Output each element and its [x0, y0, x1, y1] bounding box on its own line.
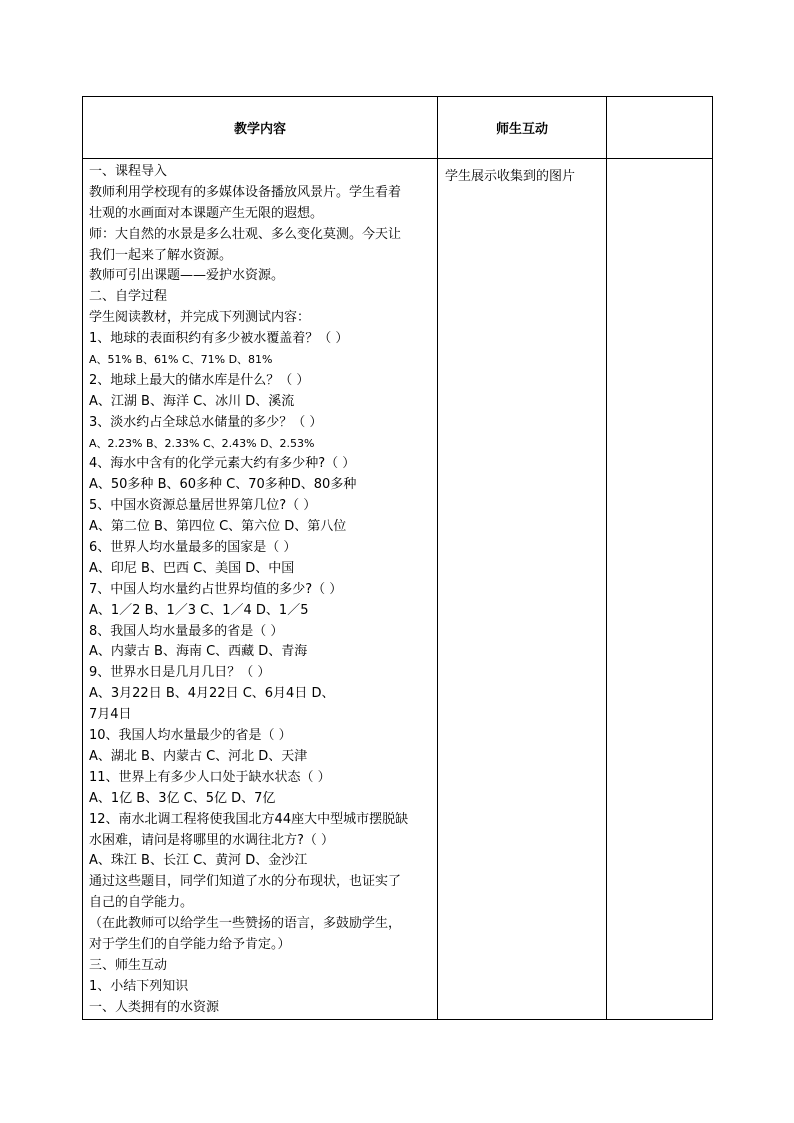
content-line: 2、地球上最大的储水库是什么？（ ）: [89, 372, 310, 388]
content-line: 12、南水北调工程将使我国北方44座大中型城市摆脱缺: [89, 811, 409, 827]
content-line: 一、人类拥有的水资源: [89, 999, 220, 1015]
content-line: 我们一起来了解水资源。: [89, 247, 233, 263]
content-line: 9、世界水日是几月几日？（ ）: [89, 665, 271, 681]
content-line: 师：大自然的水景是多么壮观、多么变化莫测。今天让: [89, 226, 402, 242]
content-line: A、印尼 B、巴西 C、美国 D、中国: [89, 560, 295, 576]
content-line: A、1／2 B、1／3 C、1／4 D、1／5: [89, 602, 309, 618]
content-line: A、3月22日 B、4月22日 C、6月4日 D、: [89, 686, 335, 702]
content-line: 8、我国人均水量最多的省是（ ）: [89, 623, 284, 639]
table-header-row: [83, 97, 713, 159]
content-line: 7月4日: [89, 707, 132, 723]
teaching-content-cell: [83, 159, 438, 1020]
content-line: A、湖北 B、内蒙古 C、河北 D、天津: [89, 748, 308, 764]
content-line: A、第二位 B、第四位 C、第六位 D、第八位: [89, 519, 347, 535]
content-line: 二、自学过程: [89, 289, 168, 305]
content-line: 水困难，请问是将哪里的水调往北方?（ ）: [89, 832, 335, 848]
content-line: 教师利用学校现有的多媒体设备播放风景片。学生看着: [89, 184, 402, 200]
content-line: 通过这些题目，同学们知道了水的分布现状，也证实了: [89, 874, 402, 890]
interaction-cell: [438, 159, 607, 1020]
content-line: A、江湖 B、海洋 C、冰川 D、溪流: [89, 393, 295, 409]
header-teacher-student-interaction: 师生互动: [438, 97, 607, 159]
content-line: 3、淡水约占全球总水储量的多少？（ ）: [89, 414, 323, 430]
table-body-row: [83, 159, 713, 1020]
header-notes: [607, 97, 713, 159]
content-line: 5、中国水资源总量居世界第几位?（ ）: [89, 498, 317, 514]
content-line: 10、我国人均水量最少的省是（ ）: [89, 728, 292, 744]
content-line: 学生阅读教材，并完成下列测试内容：: [89, 310, 311, 326]
lesson-plan-table: [82, 96, 713, 1020]
content-line: 对于学生们的自学能力给予肯定。）: [89, 936, 291, 952]
content-line: A、2.23% B、2.33% C、2.43% D、2.53%: [89, 436, 315, 450]
content-line: 三、师生互动: [89, 957, 168, 973]
content-line: 7、中国人均水量约占世界均值的多少?（ ）: [89, 581, 343, 597]
content-line: 一、课程导入: [89, 164, 168, 179]
content-line: A、内蒙古 B、海南 C、西藏 D、青海: [89, 644, 308, 660]
notes-cell: [607, 159, 713, 1020]
header-teaching-content: 教学内容: [83, 97, 438, 159]
content-line: 壮观的水画面对本课题产生无限的遐想。: [89, 205, 324, 221]
content-line: 自己的自学能力。: [89, 895, 194, 911]
content-line: A、50多种 B、60多种 C、70多种D、80多种: [89, 477, 357, 493]
interaction-text: 学生展示收集到的图片: [445, 169, 576, 184]
content-line: 11、世界上有多少人口处于缺水状态（ ）: [89, 769, 331, 785]
content-line: A、1亿 B、3亿 C、5亿 D、7亿: [89, 790, 276, 806]
content-line: （在此教师可以给学生一些赞扬的语言，多鼓励学生，: [89, 916, 402, 932]
content-line: 1、小结下列知识: [89, 978, 189, 994]
content-line: 6、世界人均水量最多的国家是（ ）: [89, 540, 297, 556]
content-lines: [89, 162, 437, 1019]
content-line: 教师可引出课题——爱护水资源。: [89, 268, 285, 284]
content-line: 4、海水中含有的化学元素大约有多少种?（ ）: [89, 456, 356, 472]
content-line: A、珠江 B、长江 C、黄河 D、金沙江: [89, 853, 308, 869]
content-line: A、51% B、61% C、71% D、81%: [89, 353, 273, 367]
content-line: 1、地球的表面积约有多少被水覆盖着？（ ）: [89, 331, 349, 347]
